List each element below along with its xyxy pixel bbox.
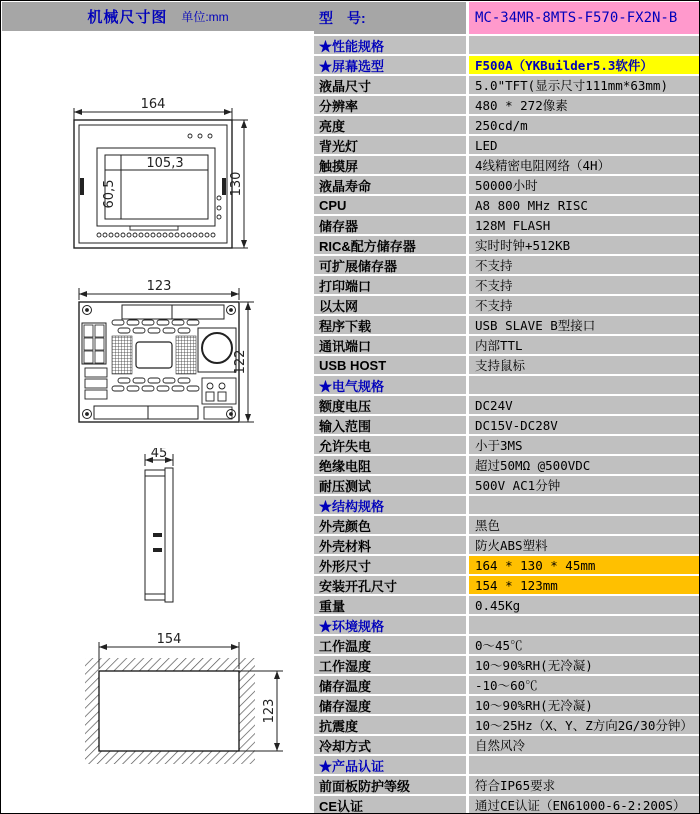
spec-row (314, 676, 700, 694)
spec-row-value: 防火ABS塑料 (469, 536, 700, 554)
spec-row-label: 通讯端口 (314, 336, 466, 354)
mechanical-panel-header (2, 2, 314, 34)
display-width-label: 105,3 (146, 156, 184, 171)
spec-row-value: 4线精密电阻网络（4H） (469, 156, 700, 174)
spec-row-label: RIC&配方储存器 (314, 236, 466, 254)
spec-row (314, 456, 700, 474)
spec-row (314, 756, 700, 774)
spec-row-value (469, 376, 700, 394)
spec-row (314, 496, 700, 514)
spec-row-label: 分辨率 (314, 96, 466, 114)
spec-row (314, 656, 700, 674)
cutout-opening (99, 671, 239, 751)
spec-row (314, 76, 700, 94)
spec-row-label: 储存湿度 (314, 696, 466, 714)
spec-row-label: ★性能规格 (314, 36, 466, 54)
spec-row-value: 50000小时 (469, 176, 700, 194)
model-number: MC-34MR-8MTS-F570-FX2N-B (469, 2, 700, 34)
cutout-height-label: 123 (262, 698, 277, 724)
spec-row-value: 10～90%RH(无冷凝) (469, 656, 700, 674)
spec-row (314, 56, 700, 74)
spec-row-label: 安装开孔尺寸 (314, 576, 466, 594)
spec-row (314, 236, 700, 254)
spec-row-value (469, 616, 700, 634)
spec-row (314, 716, 700, 734)
spec-row-label: ★环境规格 (314, 616, 466, 634)
spec-row (314, 776, 700, 794)
spec-row-label: CPU (314, 196, 466, 214)
left-clip (80, 178, 84, 195)
spec-row-label: ★产品认证 (314, 756, 466, 774)
spec-row-label: 外形尺寸 (314, 556, 466, 574)
display-height-label: 60,5 (102, 179, 117, 209)
spec-row-value: 通过CE认证（EN61000-6-2:200S） (469, 796, 700, 814)
spec-row (314, 196, 700, 214)
spec-row (314, 576, 700, 594)
spec-row (314, 736, 700, 754)
spec-row-value: 不支持 (469, 276, 700, 294)
spec-row (314, 136, 700, 154)
spec-row-value (469, 36, 700, 54)
spec-row-value: A8 800 MHz RISC (469, 196, 700, 214)
spec-row-value: 小于3MS (469, 436, 700, 454)
spec-row-label: 允许失电 (314, 436, 466, 454)
spec-row-value: 154 * 123mm (469, 576, 700, 594)
spec-row-label: 冷却方式 (314, 736, 466, 754)
spec-row-value: 10～90%RH(无冷凝) (469, 696, 700, 714)
spec-row-value: 250cd/m (469, 116, 700, 134)
spec-row (314, 436, 700, 454)
spec-row-label: 重量 (314, 596, 466, 614)
spec-row-value: DC15V-DC28V (469, 416, 700, 434)
panel-title: 机械尺寸图 (87, 9, 168, 26)
front-width-label: 164 (140, 97, 166, 112)
spec-row (314, 36, 700, 54)
spec-row (314, 536, 700, 554)
spec-row-label: 程序下载 (314, 316, 466, 334)
spec-row-label: 以太网 (314, 296, 466, 314)
spec-row-label: 液晶寿命 (314, 176, 466, 194)
spec-row-label: 工作温度 (314, 636, 466, 654)
cutout-width-label: 154 (156, 632, 182, 647)
spec-row-label: ★结构规格 (314, 496, 466, 514)
spec-row-label: 储存温度 (314, 676, 466, 694)
heatsink-left (112, 336, 132, 374)
spec-row-value: 内部TTL (469, 336, 700, 354)
front-height-label: 130 (229, 171, 244, 197)
side-view-drawing (107, 448, 202, 613)
spec-row-label: 可扩展储存器 (314, 256, 466, 274)
spec-row-value: 164 * 130 * 45mm (469, 556, 700, 574)
spec-row (314, 316, 700, 334)
spec-row-label: 储存器 (314, 216, 466, 234)
spec-row-label: 外壳颜色 (314, 516, 466, 534)
spec-row-label: 液晶尺寸 (314, 76, 466, 94)
indicator-leds (188, 134, 221, 219)
spec-row (314, 556, 700, 574)
side-slot (153, 548, 162, 552)
spec-row-value (469, 756, 700, 774)
spec-row (314, 256, 700, 274)
spec-row-value: USB SLAVE B型接口 (469, 316, 700, 334)
spec-row-label: 背光灯 (314, 136, 466, 154)
spec-row (314, 336, 700, 354)
spec-row-label: ★电气规格 (314, 376, 466, 394)
spec-row (314, 116, 700, 134)
spec-row-label: 工作湿度 (314, 656, 466, 674)
spec-row-value: 0.45Kg (469, 596, 700, 614)
spec-row-value: 128M FLASH (469, 216, 700, 234)
spec-row-value: 10～25Hz（X、Y、Z方向2G/30分钟） (469, 716, 700, 734)
spec-row (314, 796, 700, 814)
spec-row-value: 不支持 (469, 296, 700, 314)
spec-row-value: 支持鼠标 (469, 356, 700, 374)
spec-rows (314, 36, 700, 814)
spec-row (314, 636, 700, 654)
spec-row (314, 396, 700, 414)
spec-row-value: 5.0"TFT(显示尺寸111mm*63mm) (469, 76, 700, 94)
back-view-drawing (52, 280, 262, 442)
mechanical-dimensions-panel (2, 2, 314, 814)
spec-row (314, 376, 700, 394)
spec-row (314, 276, 700, 294)
spec-row-value: 符合IP65要求 (469, 776, 700, 794)
spec-row-value: 自然风冷 (469, 736, 700, 754)
spec-row-value: 实时时钟+512KB (469, 236, 700, 254)
spec-row-value: DC24V (469, 396, 700, 414)
cutout-view-drawing (37, 620, 292, 792)
spec-row-value (469, 496, 700, 514)
spec-row (314, 596, 700, 614)
panel-unit-label: 单位:mm (181, 10, 229, 24)
spec-row-label: 触摸屏 (314, 156, 466, 174)
terminal-block (84, 325, 104, 363)
spec-row (314, 696, 700, 714)
drawings-area (2, 34, 314, 811)
spec-row-value: F500A（YKBuilder5.3软件） (469, 56, 700, 74)
model-header-row (314, 2, 700, 34)
spec-row (314, 356, 700, 374)
front-view-drawing (52, 82, 262, 260)
battery (202, 333, 232, 363)
spec-row (314, 296, 700, 314)
speaker-holes (97, 233, 215, 237)
spec-row-label: 耐压测试 (314, 476, 466, 494)
spec-row (314, 616, 700, 634)
spec-row-label: CE认证 (314, 796, 466, 814)
spec-table (314, 2, 700, 814)
side-depth-label: 45 (150, 448, 168, 461)
spec-row-value: 0～45℃ (469, 636, 700, 654)
spec-row-label: 亮度 (314, 116, 466, 134)
spec-row (314, 476, 700, 494)
spec-row-label: 绝缘电阻 (314, 456, 466, 474)
spec-row (314, 516, 700, 534)
right-clip (222, 178, 226, 195)
spec-row-label: 输入范围 (314, 416, 466, 434)
spec-row (314, 96, 700, 114)
side-connectors (85, 368, 107, 399)
spec-row-label: 前面板防护等级 (314, 776, 466, 794)
spec-row (314, 216, 700, 234)
spec-row-label: USB HOST (314, 356, 466, 374)
spec-row-label: 打印端口 (314, 276, 466, 294)
spec-row-label: 额度电压 (314, 396, 466, 414)
spec-row (314, 176, 700, 194)
spec-row-value: 黑色 (469, 516, 700, 534)
spec-row-value: 500V AC1分钟 (469, 476, 700, 494)
spec-row (314, 416, 700, 434)
back-height-label: 122 (233, 349, 248, 375)
spec-row-value: 超过50MΩ @500VDC (469, 456, 700, 474)
spec-row-label: 外壳材料 (314, 536, 466, 554)
model-label: 型 号: (314, 2, 466, 34)
spec-row-value: -10～60℃ (469, 676, 700, 694)
spec-row (314, 156, 700, 174)
spec-row-label: 抗震度 (314, 716, 466, 734)
spec-row-value: 不支持 (469, 256, 700, 274)
cpu-chip (136, 342, 172, 368)
spec-row-value: 480 * 272像素 (469, 96, 700, 114)
back-width-label: 123 (146, 280, 172, 294)
spec-row-value: LED (469, 136, 700, 154)
side-slot (153, 533, 162, 537)
heatsink-right (176, 336, 196, 374)
spec-row-label: ★屏幕选型 (314, 56, 466, 74)
